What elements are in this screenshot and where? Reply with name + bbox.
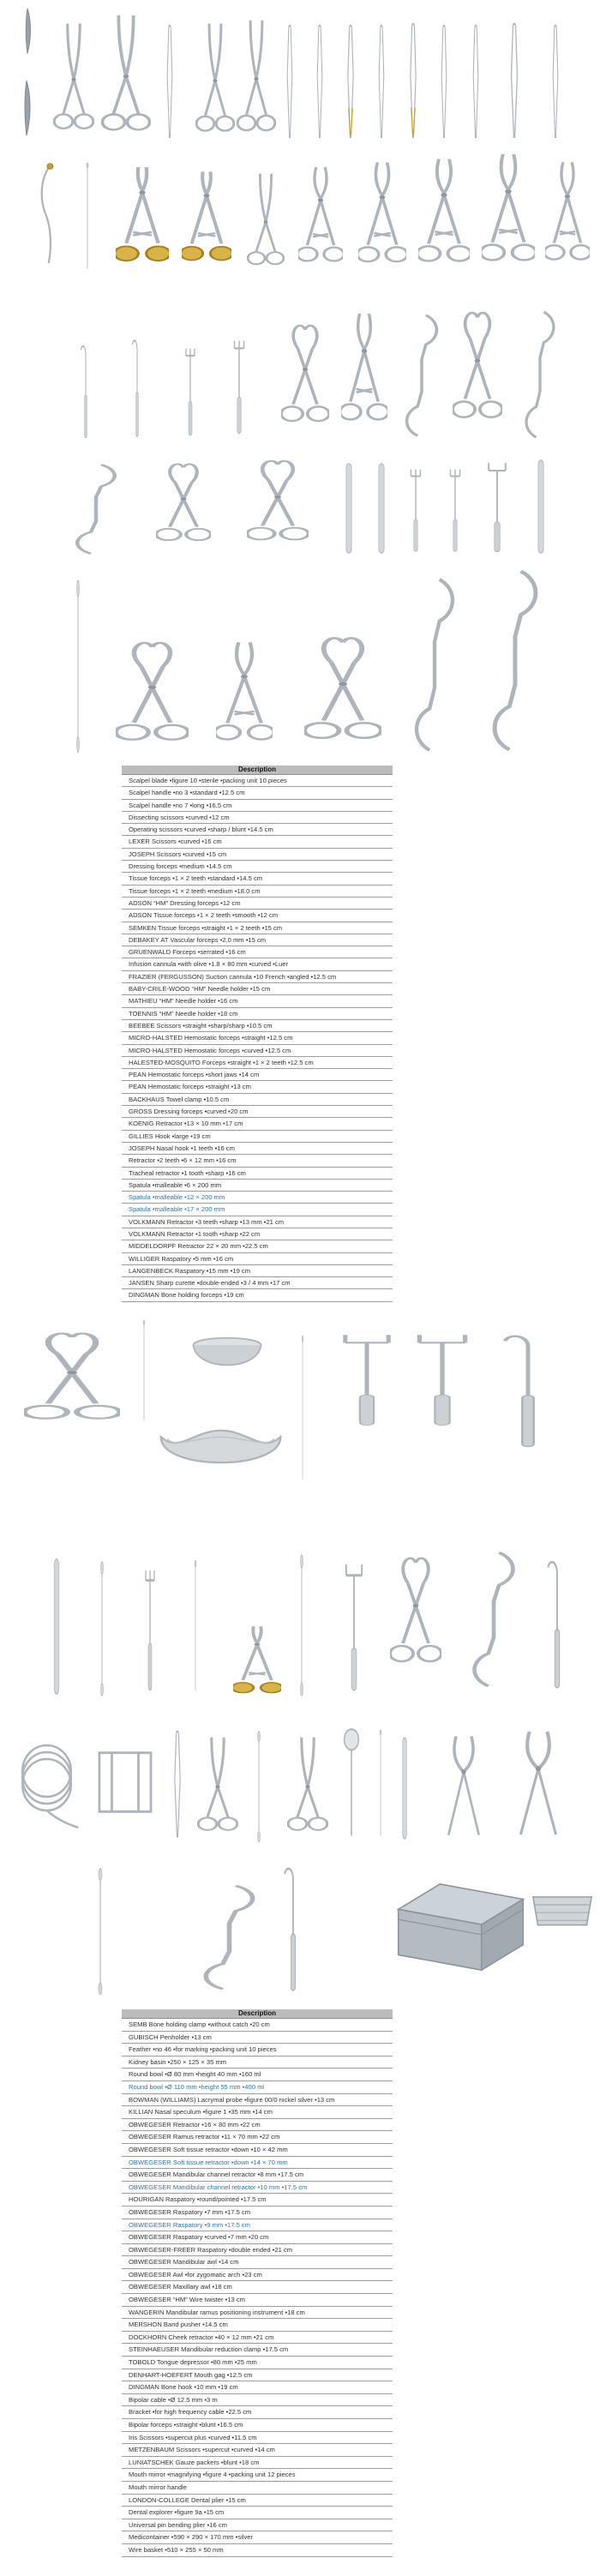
fork-retractor-icon <box>406 458 425 556</box>
needle-holder-icon <box>182 161 231 281</box>
row-description: DOCKHORN Cheek retractor •40 × 12 mm •21 cm <box>129 2333 274 2341</box>
row-description: Round bowl •Ø 110 mm •height 55 mm •400 ml <box>129 2082 265 2091</box>
row-description: OBWEGESER-FREER Raspatory •double ended •21 cm <box>129 2245 293 2254</box>
hemostat-icon <box>216 636 273 760</box>
row-description: Round bowl •Ø 80 mm •height 40 mm •160 ml <box>129 2070 261 2079</box>
table-row <box>122 2106 393 2119</box>
row-description: JOSEPH Scissors •curved •15 cm <box>129 850 227 858</box>
row-description: OBWEGESER Raspatory •9 mm •17.5 cm <box>129 2220 251 2229</box>
row-description: Tissue forceps •1 × 2 teeth •standard •14.5 cm <box>129 874 263 883</box>
row-description: Wire basket •510 × 255 × 50 mm <box>129 2545 224 2554</box>
hemostat-icon <box>545 156 590 280</box>
row-description: GROSS Dressing forceps •curved •20 cm <box>129 1108 249 1116</box>
row-description: METZENBAUM Scissors •supercut •curved •14 cm <box>129 2446 275 2454</box>
table-row <box>122 2207 393 2219</box>
table-row <box>122 1216 393 1228</box>
table-row <box>122 2357 393 2369</box>
row-description: ADSON Tissue forceps •1 × 2 teeth •smooth •12 cm <box>129 911 279 920</box>
row-description: PEAN Hemostatic forceps •short jaws •14 cm <box>129 1071 260 1079</box>
row-description: OBWEGESER Retractor •16 × 80 mm •22 cm <box>129 2120 261 2129</box>
gold-forceps-icon <box>405 22 421 144</box>
mouth-mirror-icon <box>341 1725 362 1843</box>
row-description: BACKHAUS Towel clamp •10.5 cm <box>129 1095 230 1103</box>
row-description: Tracheal retractor •1 tooth •sharp •16 cm <box>129 1168 246 1177</box>
towel-clamp-icon <box>24 1324 120 1438</box>
row-description: Dental explorer •figure 9a •15 cm <box>129 2508 225 2517</box>
scissors-icon <box>53 19 94 143</box>
table-row <box>122 1020 393 1032</box>
table-row <box>122 2369 393 2382</box>
row-description: Bipolar forceps •straight •blunt •16.5 cm <box>129 2421 243 2429</box>
spatula-icon <box>399 1735 411 1841</box>
table-row <box>122 2531 393 2544</box>
table-row <box>122 812 393 824</box>
row-description: OBWEGESER Soft tissue retractor •down •14 × 70 mm <box>129 2158 288 2166</box>
bracket-icon <box>90 1738 160 1826</box>
table-row <box>122 2032 393 2045</box>
scalpel-blade-icon <box>21 7 34 57</box>
towel-clamp-icon <box>116 633 189 761</box>
round-bowl-icon <box>190 1336 264 1383</box>
scissors-icon <box>195 19 235 146</box>
row-description: MATHIEU “HM” Needle holder •16 cm <box>129 997 238 1006</box>
fork-retractor-icon <box>182 336 199 441</box>
row-description: LONDON-COLLEGE Dental plier •15 cm <box>129 2495 246 2504</box>
table-row <box>122 898 393 910</box>
fork-retractor-icon <box>446 458 465 556</box>
table-row <box>122 824 393 836</box>
curette-icon <box>72 579 84 754</box>
table-row <box>122 922 393 934</box>
curette-icon <box>253 1730 265 1843</box>
table-row <box>122 2019 393 2032</box>
row-description: GILLIES Hook •large •19 cm <box>129 1132 211 1140</box>
s-retractor-icon <box>197 1882 261 1993</box>
table-row <box>122 1118 393 1130</box>
gold-forceps-icon <box>343 24 358 144</box>
table-row <box>122 1069 393 1081</box>
row-description: Mouth mirror handle <box>129 2483 187 2491</box>
table-row <box>122 2482 393 2495</box>
row-description: JOSEPH Nasal hook •1 teeth •16 cm <box>129 1144 235 1152</box>
table-row <box>122 1143 393 1155</box>
row-description: Dissecting scissors •curved •12 cm <box>129 813 230 821</box>
row-description: OBWEGESER Raspatory •curved •7 mm •20 cm <box>129 2233 269 2242</box>
scissors-icon <box>247 170 285 277</box>
row-description: SEMKEN Tissue forceps •straight •1 × 2 teeth •15 cm <box>129 923 283 932</box>
towel-clamp-icon <box>390 1547 441 1684</box>
table-row <box>122 1192 393 1204</box>
scissors-icon <box>237 15 276 146</box>
table-row <box>122 1032 393 1044</box>
table-row <box>122 2444 393 2457</box>
curette-icon <box>96 1560 108 1697</box>
row-description: KOENIG Retractor •13 × 10 mm •17 cm <box>129 1120 243 1128</box>
table-row <box>122 2194 393 2207</box>
table-row <box>122 958 393 970</box>
table-row <box>122 1106 393 1118</box>
forceps-icon <box>437 24 451 144</box>
table-row <box>122 1277 393 1289</box>
table-row <box>122 2119 393 2132</box>
row-description: Scalpel blade •figure 10 •sterile •packing unit 10 pieces <box>129 777 287 784</box>
towel-clamp-icon <box>156 456 211 557</box>
forceps-icon <box>170 1730 185 1843</box>
probe-icon <box>190 1558 201 1697</box>
table-row <box>122 2244 393 2257</box>
table-row <box>122 2294 393 2307</box>
forceps-icon <box>506 22 523 144</box>
spatula-icon <box>533 458 549 555</box>
row-description: ADSON “HM” Dressing forceps •12 cm <box>129 898 241 907</box>
row-description: Spatula •malleable •17 × 200 mm <box>129 1205 225 1214</box>
table-header: Description <box>122 766 393 775</box>
description-table-2 <box>122 2009 393 2557</box>
towel-clamp-icon <box>453 302 502 441</box>
table-row <box>122 2381 393 2394</box>
table-row <box>122 2406 393 2419</box>
s-retractor-icon <box>521 307 559 442</box>
row-description: VOLKMANN Retractor •3 teeth •sharp •13 mm •21 cm <box>129 1217 285 1226</box>
spatula-icon <box>341 461 357 555</box>
table-row <box>122 2281 393 2294</box>
row-description: HOURIGAN Raspatory •round/pointed •17.5 cm <box>129 2195 267 2204</box>
table-row <box>122 775 393 787</box>
table-row <box>122 2269 393 2282</box>
cable-coil-icon <box>10 1730 83 1833</box>
table-row <box>122 2044 393 2057</box>
row-description: Dressing forceps •medium •14.5 cm <box>129 862 232 871</box>
towel-clamp-icon <box>247 453 309 557</box>
row-description: LANGENBECK Raspatory •15 mm •19 cm <box>129 1266 251 1275</box>
row-description: WANGERIN Mandibular ramus positioning instrument •18 cm <box>129 2308 305 2316</box>
row-description: BOWMAN (WILLIAMS) Lacrymal probe •figure 00/0 nickel silver •13 cm <box>129 2095 335 2104</box>
hook-icon <box>544 1552 570 1693</box>
row-description: KILLIAN Nasal speculum •figure 1 •35 mm •14 cm <box>129 2108 273 2117</box>
row-description: WILLIGER Raspatory •5 mm •16 cm <box>129 1254 234 1263</box>
table-row <box>122 1094 393 1106</box>
wire-basket-icon <box>530 1888 595 1930</box>
description-table-1 <box>122 766 393 1302</box>
s-retractor-icon <box>467 1547 520 1691</box>
row-description: Scalpel handle •no 3 •standard •12.5 cm <box>129 789 245 797</box>
medicontainer-icon <box>390 1876 531 1977</box>
table-row <box>122 1155 393 1167</box>
table-row <box>122 1045 393 1057</box>
scissors-icon <box>197 1733 238 1843</box>
row-description: LEXER Scissors •curved •16 cm <box>129 838 222 846</box>
table-row <box>122 934 393 946</box>
row-description: VOLKMANN Retractor •1 tooth •sharp •22 cm <box>129 1229 261 1238</box>
table-row <box>122 2319 393 2332</box>
table-row <box>122 2144 393 2157</box>
t-retractor-icon <box>343 1550 365 1696</box>
row-description: MIDDELDORPF Retractor 22 × 20 mm •22.5 cm <box>129 1242 268 1251</box>
scalpel-blade-icon <box>19 79 34 139</box>
row-description: FRAZIER (FERGUSSON) Suction cannula •10 French •angled •12.5 cm <box>129 972 337 981</box>
row-description: GUBISCH Penholder •13 cm <box>129 2033 212 2041</box>
hemostat-icon <box>341 307 387 442</box>
table-row <box>122 2307 393 2320</box>
table-row <box>122 787 393 799</box>
hook-icon <box>281 1858 305 1996</box>
row-description: DEBAKEY AT Vascular forceps •2.0 mm •15 cm <box>129 935 267 944</box>
table-body <box>122 2019 393 2557</box>
table-row <box>122 2069 393 2081</box>
plier-icon <box>507 1725 569 1843</box>
table-row <box>122 2344 393 2357</box>
table-row <box>122 2219 393 2232</box>
table-row <box>122 1240 393 1252</box>
row-description: OBWEGESER Mandibular channel retractor •8 mm •17.5 cm <box>129 2171 304 2179</box>
probe-icon <box>81 161 93 274</box>
table-row <box>122 2432 393 2445</box>
towel-clamp-icon <box>281 315 329 442</box>
scissors-icon <box>101 10 151 146</box>
table-row <box>122 1057 393 1069</box>
table-row <box>122 1131 393 1143</box>
row-description: PEAN Hemostatic forceps •straight •13 cm <box>129 1083 251 1091</box>
row-description: MICRO-HALSTED Hemostatic forceps •straight •12.5 cm <box>129 1034 293 1042</box>
plier-icon <box>437 1730 490 1843</box>
curette-icon <box>296 1553 308 1697</box>
row-description: OBWEGESER Ramus retractor •11 × 70 mm •22 cm <box>129 2133 280 2141</box>
table-row <box>122 1228 393 1240</box>
needle-holder-icon <box>233 1618 281 1708</box>
table-header: Description <box>122 2009 393 2019</box>
fork-retractor-icon <box>141 1553 159 1697</box>
probe-icon <box>375 1728 386 1841</box>
row-description: Universal pin bending plier •16 cm <box>129 2520 227 2529</box>
row-description: OBWEGESER Mandibular channel retractor •10 mm •17.5 cm <box>129 2183 308 2191</box>
s-retractor-icon <box>401 310 442 441</box>
s-retractor-icon <box>70 461 122 557</box>
table-row <box>122 2519 393 2532</box>
table-row <box>122 910 393 922</box>
s-retractor-icon <box>410 573 459 757</box>
row-description: Scalpel handle •no 7 •long •16.5 cm <box>129 801 232 809</box>
kidney-basin-icon <box>154 1413 287 1486</box>
probe-icon <box>298 1333 307 1487</box>
table-row <box>122 2231 393 2244</box>
hemostat-icon <box>418 153 470 283</box>
t-retractor-icon <box>485 453 509 555</box>
table-row <box>122 2544 393 2557</box>
table-row <box>122 2419 393 2432</box>
row-description: Spatula •malleable •12 × 200 mm <box>129 1193 225 1202</box>
row-description: OBWEGESER Raspatory •7 mm •17.5 cm <box>129 2207 251 2216</box>
row-description: Feather •no 46 •for marking •packing unit 10 pieces <box>129 2045 277 2054</box>
table-row <box>122 1081 393 1093</box>
row-description: Tissue forceps •1 × 2 teeth •medium •18.0 cm <box>129 886 261 895</box>
hemostat-icon <box>358 156 406 283</box>
table-row <box>122 2094 393 2107</box>
table-row <box>122 873 393 885</box>
table-row <box>122 2457 393 2470</box>
row-description: Mouth mirror •magnifying •figure 4 •packing unit 12 pieces <box>129 2471 296 2479</box>
row-description: Bracket •for high frequency cable •22.5 cm <box>129 2408 252 2417</box>
row-description: OBWEGESER Soft tissue retractor •down •10 × 42 mm <box>129 2145 288 2153</box>
curette-icon <box>93 1867 108 1996</box>
table-row <box>122 2332 393 2345</box>
table-row <box>122 1168 393 1180</box>
row-description: DENHART-HOEFERT Mouth gag •12.5 cm <box>129 2370 253 2379</box>
table-row <box>122 983 393 995</box>
forceps-icon <box>375 24 388 144</box>
table-row <box>122 1180 393 1192</box>
table-row <box>122 2057 393 2069</box>
row-description: BEEBEE Scissors •straight •sharp/sharp •10.5 cm <box>129 1021 273 1030</box>
row-description: Medicontainer •590 × 290 × 170 mm •silver <box>129 2533 254 2542</box>
row-description: LUNIATSCHEK Gauze packers •blunt •18 cm <box>129 2458 260 2466</box>
hook-icon <box>79 339 93 441</box>
row-description: Bipolar cable •Ø 12.5 mm •3 m <box>129 2395 218 2404</box>
row-description: DINGMAN Bone holding forceps •19 cm <box>129 1291 244 1300</box>
scissors-icon <box>287 1733 328 1843</box>
cannula-icon <box>33 159 62 270</box>
t-retractor-icon <box>410 1324 475 1429</box>
table-row <box>122 2182 393 2195</box>
table-row <box>122 1008 393 1020</box>
table-row <box>122 1204 393 1216</box>
forceps-icon <box>313 24 327 144</box>
hemostat-icon <box>298 161 343 281</box>
table-row <box>122 861 393 873</box>
forceps-icon <box>469 24 483 144</box>
table-row <box>122 2256 393 2269</box>
table-row <box>122 995 393 1007</box>
table-row <box>122 2169 393 2182</box>
needle-holder-icon <box>116 156 169 283</box>
table-row <box>122 2394 393 2407</box>
row-description: DINGMAN Bone hook •10 mm •19 cm <box>129 2383 238 2392</box>
spatula-icon <box>374 461 389 555</box>
row-description: Iris Scissors •supercut plus •curved •11.5 cm <box>129 2433 257 2441</box>
probe-icon <box>139 1318 149 1426</box>
row-description: MERSHON Band pusher •14.5 cm <box>129 2321 228 2329</box>
row-description: TOBOLD Tongue depressor •80 mm •25 mm <box>129 2358 257 2367</box>
row-description: HALESTED-MOSQUITO Forceps •straight •1 × 2 teeth •12.5 cm <box>129 1058 314 1066</box>
towel-clamp-icon <box>304 627 381 760</box>
spatula-icon <box>50 1556 63 1697</box>
row-description: Operating scissors •curved •sharp / blunt •14.5 cm <box>129 826 273 834</box>
row-description: Infusion cannula •with olive •1.8 × 80 mm •curved •Luer <box>129 960 289 969</box>
table-row <box>122 886 393 898</box>
table-row <box>122 800 393 812</box>
row-description: Spatula •malleable •6 × 200 mm <box>129 1180 222 1189</box>
row-description: OBWEGESER Maxillary awl •18 cm <box>129 2283 232 2291</box>
table-row <box>122 849 393 861</box>
s-retractor-icon <box>487 564 543 757</box>
row-description: OBWEGESER Mandibular awl •14 cm <box>129 2258 239 2267</box>
row-description: SEMB Bone holding clamp •without catch •20 cm <box>129 2021 270 2028</box>
table-row <box>122 1253 393 1265</box>
table-row <box>122 836 393 848</box>
table-row <box>122 2495 393 2507</box>
table-row <box>122 2131 393 2144</box>
fork-retractor-icon <box>230 327 249 439</box>
hook-icon <box>495 1327 561 1451</box>
row-description: Kidney basin •250 × 125 × 35 mm <box>129 2057 227 2066</box>
table-row <box>122 946 393 958</box>
hemostat-icon <box>482 147 535 283</box>
table-row <box>122 2469 393 2482</box>
row-description: OBWEGESER Awl •for zygomatic arch •23 cm <box>129 2270 262 2279</box>
row-description: GRUENWALD Forceps •serrated •16 cm <box>129 948 246 957</box>
table-row <box>122 1265 393 1277</box>
forceps-icon <box>283 24 297 144</box>
table-row <box>122 971 393 983</box>
table-row <box>122 2157 393 2170</box>
row-description: JANSEN Sharp curette •double-ended •3 / 4 mm •17 cm <box>129 1279 291 1288</box>
row-description: TOENNIS “HM” Needle holder •18 cm <box>129 1009 238 1018</box>
row-description: Retractor •2 teeth •6 × 12 mm •16 cm <box>129 1156 237 1165</box>
table-row <box>122 2081 393 2094</box>
t-retractor-icon <box>336 1324 398 1429</box>
table-row <box>122 1289 393 1301</box>
row-description: STEINHAEUSER Mandibular reduction clamp •17.5 cm <box>129 2345 289 2354</box>
row-description: OBWEGESER “HM” Wire twister •13 cm <box>129 2296 245 2304</box>
forceps-icon <box>163 24 177 144</box>
forceps-icon <box>549 24 562 144</box>
hook-icon <box>130 333 144 441</box>
row-description: BABY-CRILE-WOOD “HM” Needle holder •15 cm <box>129 985 271 994</box>
table-body <box>122 775 393 1302</box>
table-row <box>122 2507 393 2519</box>
row-description: MICRO-HALSTED Hemostatic forceps •curved •12.5 cm <box>129 1046 291 1054</box>
